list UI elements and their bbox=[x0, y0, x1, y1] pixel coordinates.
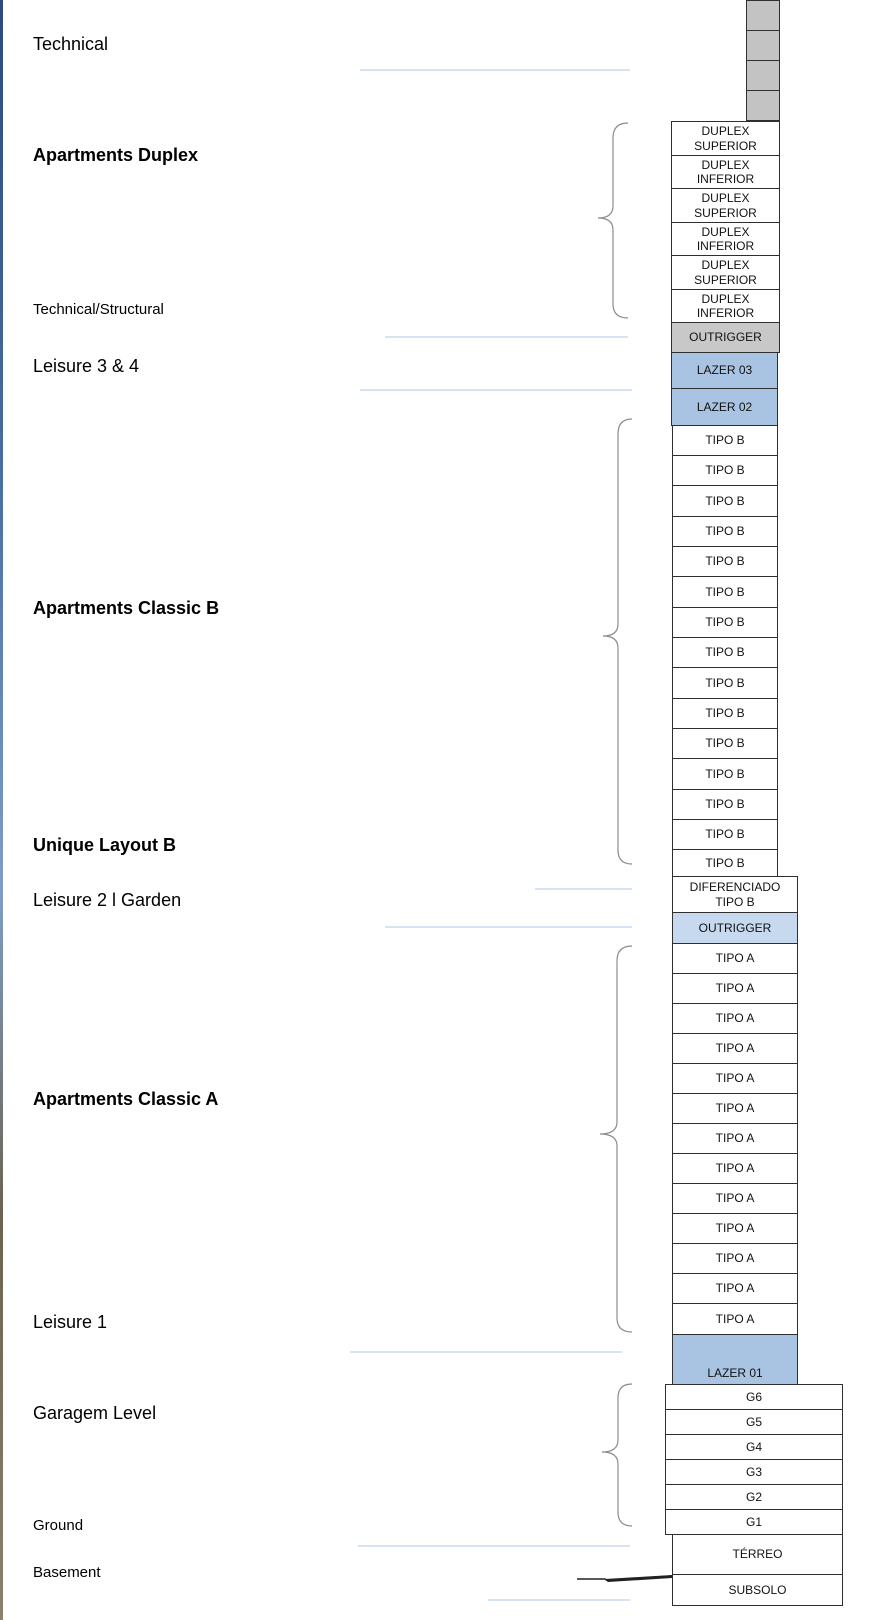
technical-cap-floor bbox=[746, 60, 780, 91]
duplex-floor: DUPLEX SUPERIOR bbox=[671, 121, 780, 156]
duplex-floor: DUPLEX SUPERIOR bbox=[671, 188, 780, 223]
tipo-b-floor: TIPO B bbox=[672, 667, 778, 699]
technical-cap-floor bbox=[746, 0, 780, 31]
tipo-a-floor: TIPO A bbox=[672, 1063, 798, 1094]
technical-cap-floor bbox=[746, 90, 780, 121]
tipo-a-floor: TIPO A bbox=[672, 1303, 798, 1335]
tipo-b-floor: TIPO B bbox=[672, 789, 778, 820]
lazer-01-floor: LAZER 01 bbox=[672, 1334, 798, 1385]
lazer-03-floor: LAZER 03 bbox=[671, 352, 778, 389]
tipo-a-floor: TIPO A bbox=[672, 973, 798, 1004]
duplex-floor: DUPLEX SUPERIOR bbox=[671, 255, 780, 290]
duplex-floor: DUPLEX INFERIOR bbox=[671, 222, 780, 256]
tipo-b-floor: TIPO B bbox=[672, 728, 778, 759]
tipo-b-floor: TIPO B bbox=[672, 758, 778, 790]
outrigger-lower-floor: OUTRIGGER bbox=[672, 912, 798, 944]
lazer-02-floor: LAZER 02 bbox=[671, 388, 778, 426]
label-apartments-duplex: Apartments Duplex bbox=[33, 145, 199, 165]
duplex-floor: DUPLEX INFERIOR bbox=[671, 155, 780, 189]
tipo-a-floor: TIPO A bbox=[672, 1213, 798, 1244]
tipo-a-floor: TIPO A bbox=[672, 1123, 798, 1154]
duplex-floor: DUPLEX INFERIOR bbox=[671, 289, 780, 323]
garage-floor: G5 bbox=[665, 1409, 843, 1435]
garage-floor: G1 bbox=[665, 1509, 843, 1535]
tipo-b-floor: TIPO B bbox=[672, 516, 778, 547]
label-technical: Technical bbox=[33, 34, 109, 54]
outrigger-upper-floor: OUTRIGGER bbox=[671, 322, 780, 353]
diferenciado-tipo-b-floor bbox=[672, 876, 798, 913]
garage-floor: G4 bbox=[665, 1434, 843, 1460]
tipo-b-floor: TIPO B bbox=[672, 576, 778, 608]
tipo-a-floor: TIPO A bbox=[672, 1183, 798, 1214]
tipo-a-floor: TIPO A bbox=[672, 943, 798, 974]
label-technical-structural: Technical/Structural bbox=[33, 301, 164, 318]
label-basement: Basement bbox=[33, 1564, 101, 1581]
tipo-b-floor: TIPO B bbox=[672, 849, 778, 877]
subsolo-floor: SUBSOLO bbox=[672, 1574, 843, 1606]
tipo-b-floor: TIPO B bbox=[672, 607, 778, 638]
diferenciado-line-1: DIFERENCIADO bbox=[689, 880, 781, 895]
tipo-b-floor: TIPO B bbox=[672, 546, 778, 577]
label-garagem-level: Garagem Level bbox=[33, 1403, 157, 1423]
tipo-a-floor: TIPO A bbox=[672, 1273, 798, 1304]
tipo-a-floor: TIPO A bbox=[672, 1033, 798, 1064]
terreo-floor: TÉRREO bbox=[672, 1534, 843, 1575]
tipo-b-floor: TIPO B bbox=[672, 637, 778, 668]
garage-floor: G3 bbox=[665, 1459, 843, 1485]
tipo-a-floor: TIPO A bbox=[672, 1093, 798, 1124]
garage-floor: G6 bbox=[665, 1384, 843, 1410]
tipo-a-floor: TIPO A bbox=[672, 1003, 798, 1034]
tipo-b-floor: TIPO B bbox=[672, 698, 778, 729]
diferenciado-line-2: TIPO B bbox=[715, 894, 755, 909]
tipo-b-floor: TIPO B bbox=[672, 819, 778, 850]
tipo-b-floor: TIPO B bbox=[672, 425, 778, 456]
technical-cap-floor bbox=[746, 30, 780, 61]
garage-floor: G2 bbox=[665, 1484, 843, 1510]
label-leisure-2-garden: Leisure 2 l Garden bbox=[33, 890, 182, 910]
tipo-a-floor: TIPO A bbox=[672, 1153, 798, 1184]
label-apartments-classic-a: Apartments Classic A bbox=[33, 1089, 219, 1109]
tipo-b-floor: TIPO B bbox=[672, 485, 778, 517]
label-leisure-1: Leisure 1 bbox=[33, 1312, 108, 1332]
tipo-b-floor: TIPO B bbox=[672, 455, 778, 486]
label-apartments-classic-b: Apartments Classic B bbox=[33, 598, 220, 618]
label-unique-layout-b: Unique Layout B bbox=[33, 835, 176, 855]
label-leisure-3-4: Leisure 3 & 4 bbox=[33, 356, 140, 376]
tipo-a-floor: TIPO A bbox=[672, 1243, 798, 1274]
label-ground: Ground bbox=[33, 1517, 84, 1534]
